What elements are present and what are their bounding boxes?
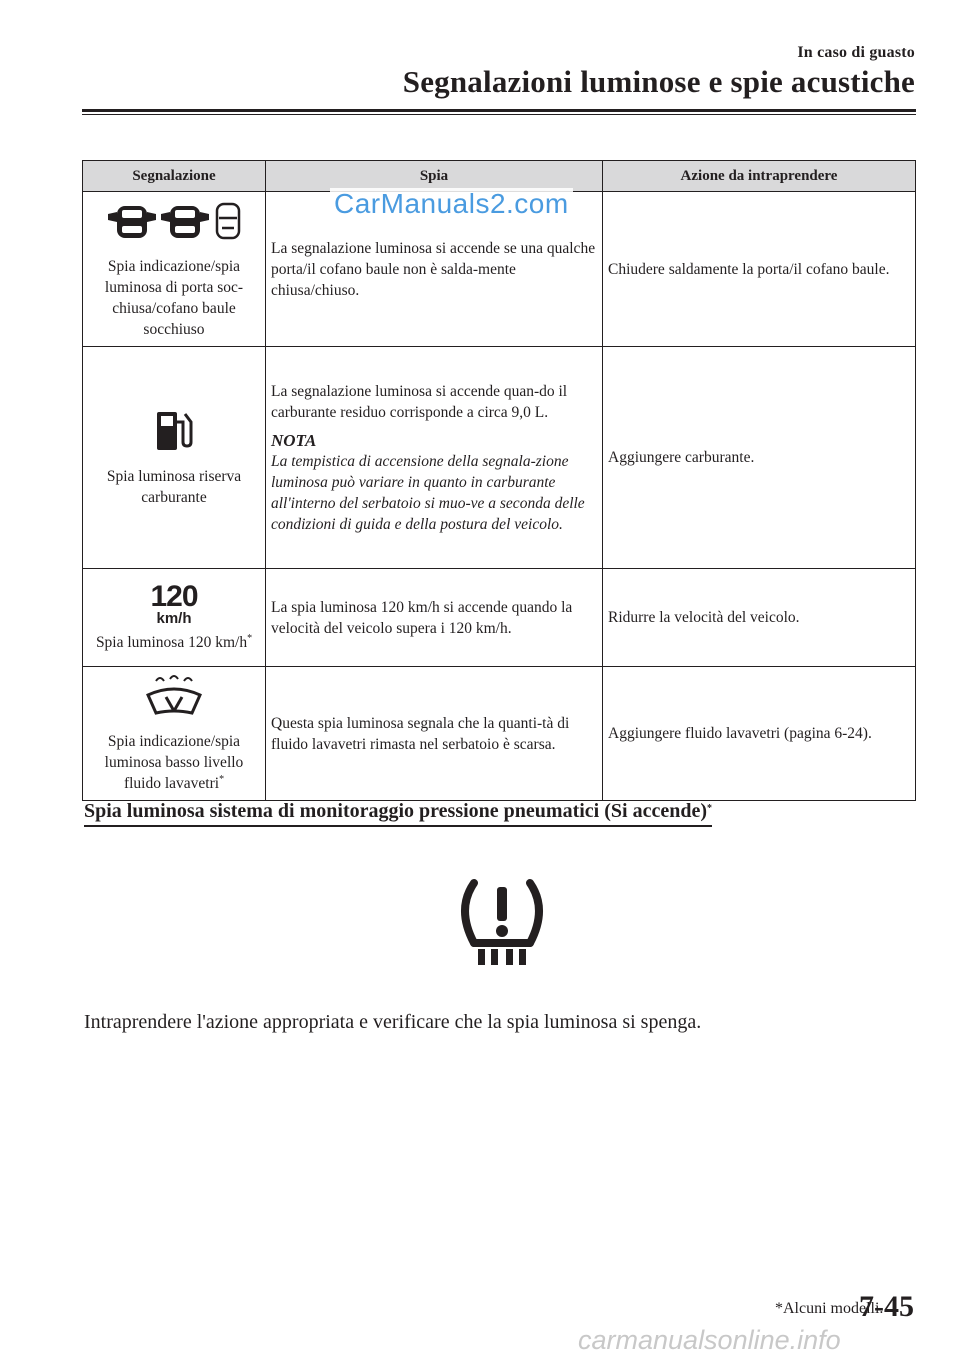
footnote-mark: * (219, 774, 225, 785)
action-cell (603, 192, 916, 347)
column-header-spia: Spia (266, 161, 603, 192)
footnote-mark: * (707, 803, 712, 814)
action-text: Ridurre la velocità del veicolo. (608, 609, 800, 626)
spia-text: La segnalazione luminosa si accende quan-do il carburante residuo corrisponde a circa 9,0 L. (271, 382, 568, 421)
note-text: La tempistica di accensione della segnala-zione luminosa può variare in quanto in carburante all'interno del serbatoio si muo-ve a seconda delle condizioni di guida e della postura del veicolo. (271, 452, 585, 533)
tire-pressure-warning-icon (452, 875, 552, 980)
action-text: Aggiungere fluido lavavetri (pagina 6-24). (608, 725, 872, 742)
page-number: 7-45 (859, 1290, 914, 1323)
spia-text: La spia luminosa 120 km/h si accende quando la velocità del veicolo supera i 120 km/h. (271, 598, 573, 637)
speed-icon-unit: km/h (156, 610, 192, 627)
note-title: NOTA (271, 430, 317, 450)
table-row (83, 667, 916, 801)
spia-cell (266, 667, 603, 801)
section-label: In caso di guasto (797, 44, 915, 61)
speed-120-icon (86, 582, 262, 626)
signal-name: Spia indicazione/spia luminosa di porta soc-chiusa/cofano baule socchiuso (104, 258, 244, 338)
column-header-segnalazione: Segnalazione (83, 161, 266, 192)
table-row (83, 347, 916, 569)
action-cell (603, 667, 916, 801)
signal-cell (83, 192, 266, 347)
watermark-carmanuals2: CarManuals2.com (330, 188, 573, 220)
action-text: Chiudere saldamente la porta/il cofano baule. (608, 260, 890, 278)
fuel-pump-icon (86, 408, 262, 460)
section-heading-text: Spia luminosa sistema di monitoraggio pressione pneumatici (Si accende) (84, 800, 707, 822)
washer-fluid-icon (86, 673, 262, 725)
section-heading (84, 800, 712, 827)
body-text: Intraprendere l'azione appropriata e verificare che la spia luminosa si spenga. (84, 1011, 702, 1033)
signal-cell (83, 667, 266, 801)
header-rule-thin (82, 114, 916, 115)
footnote-mark: * (247, 633, 253, 644)
action-cell (603, 347, 916, 569)
door-trunk-ajar-icon (86, 198, 262, 250)
spia-text: Questa spia luminosa segnala che la quanti-tà di fluido lavavetri rimasta nel serbatoio è scarsa. (271, 714, 570, 753)
signal-cell (83, 347, 266, 569)
footer-watermark: carmanualsonline.info (578, 1325, 841, 1355)
action-cell (603, 569, 916, 667)
signal-name: Spia luminosa 120 km/h (95, 634, 248, 651)
warning-lights-table (82, 160, 916, 801)
table-row (83, 569, 916, 667)
speed-icon-number: 120 (150, 580, 198, 613)
signal-name: Spia luminosa riserva carburante (106, 467, 242, 506)
spia-cell (266, 347, 603, 569)
signal-name: Spia indicazione/spia luminosa basso livello fluido lavavetri (104, 733, 244, 792)
signal-cell (83, 569, 266, 667)
action-text: Aggiungere carburante. (608, 449, 755, 466)
table-header-row (83, 161, 916, 192)
column-header-azione: Azione da intraprendere (603, 161, 916, 192)
page-title: Segnalazioni luminose e spie acustiche (402, 64, 915, 99)
spia-cell (266, 569, 603, 667)
header-rule (82, 109, 916, 112)
spia-text: La segnalazione luminosa si accende se una qualche porta/il cofano baule non è salda-mente chiusa/chiuso. (271, 239, 596, 299)
footnote: *Alcuni modelli. (775, 1300, 884, 1317)
